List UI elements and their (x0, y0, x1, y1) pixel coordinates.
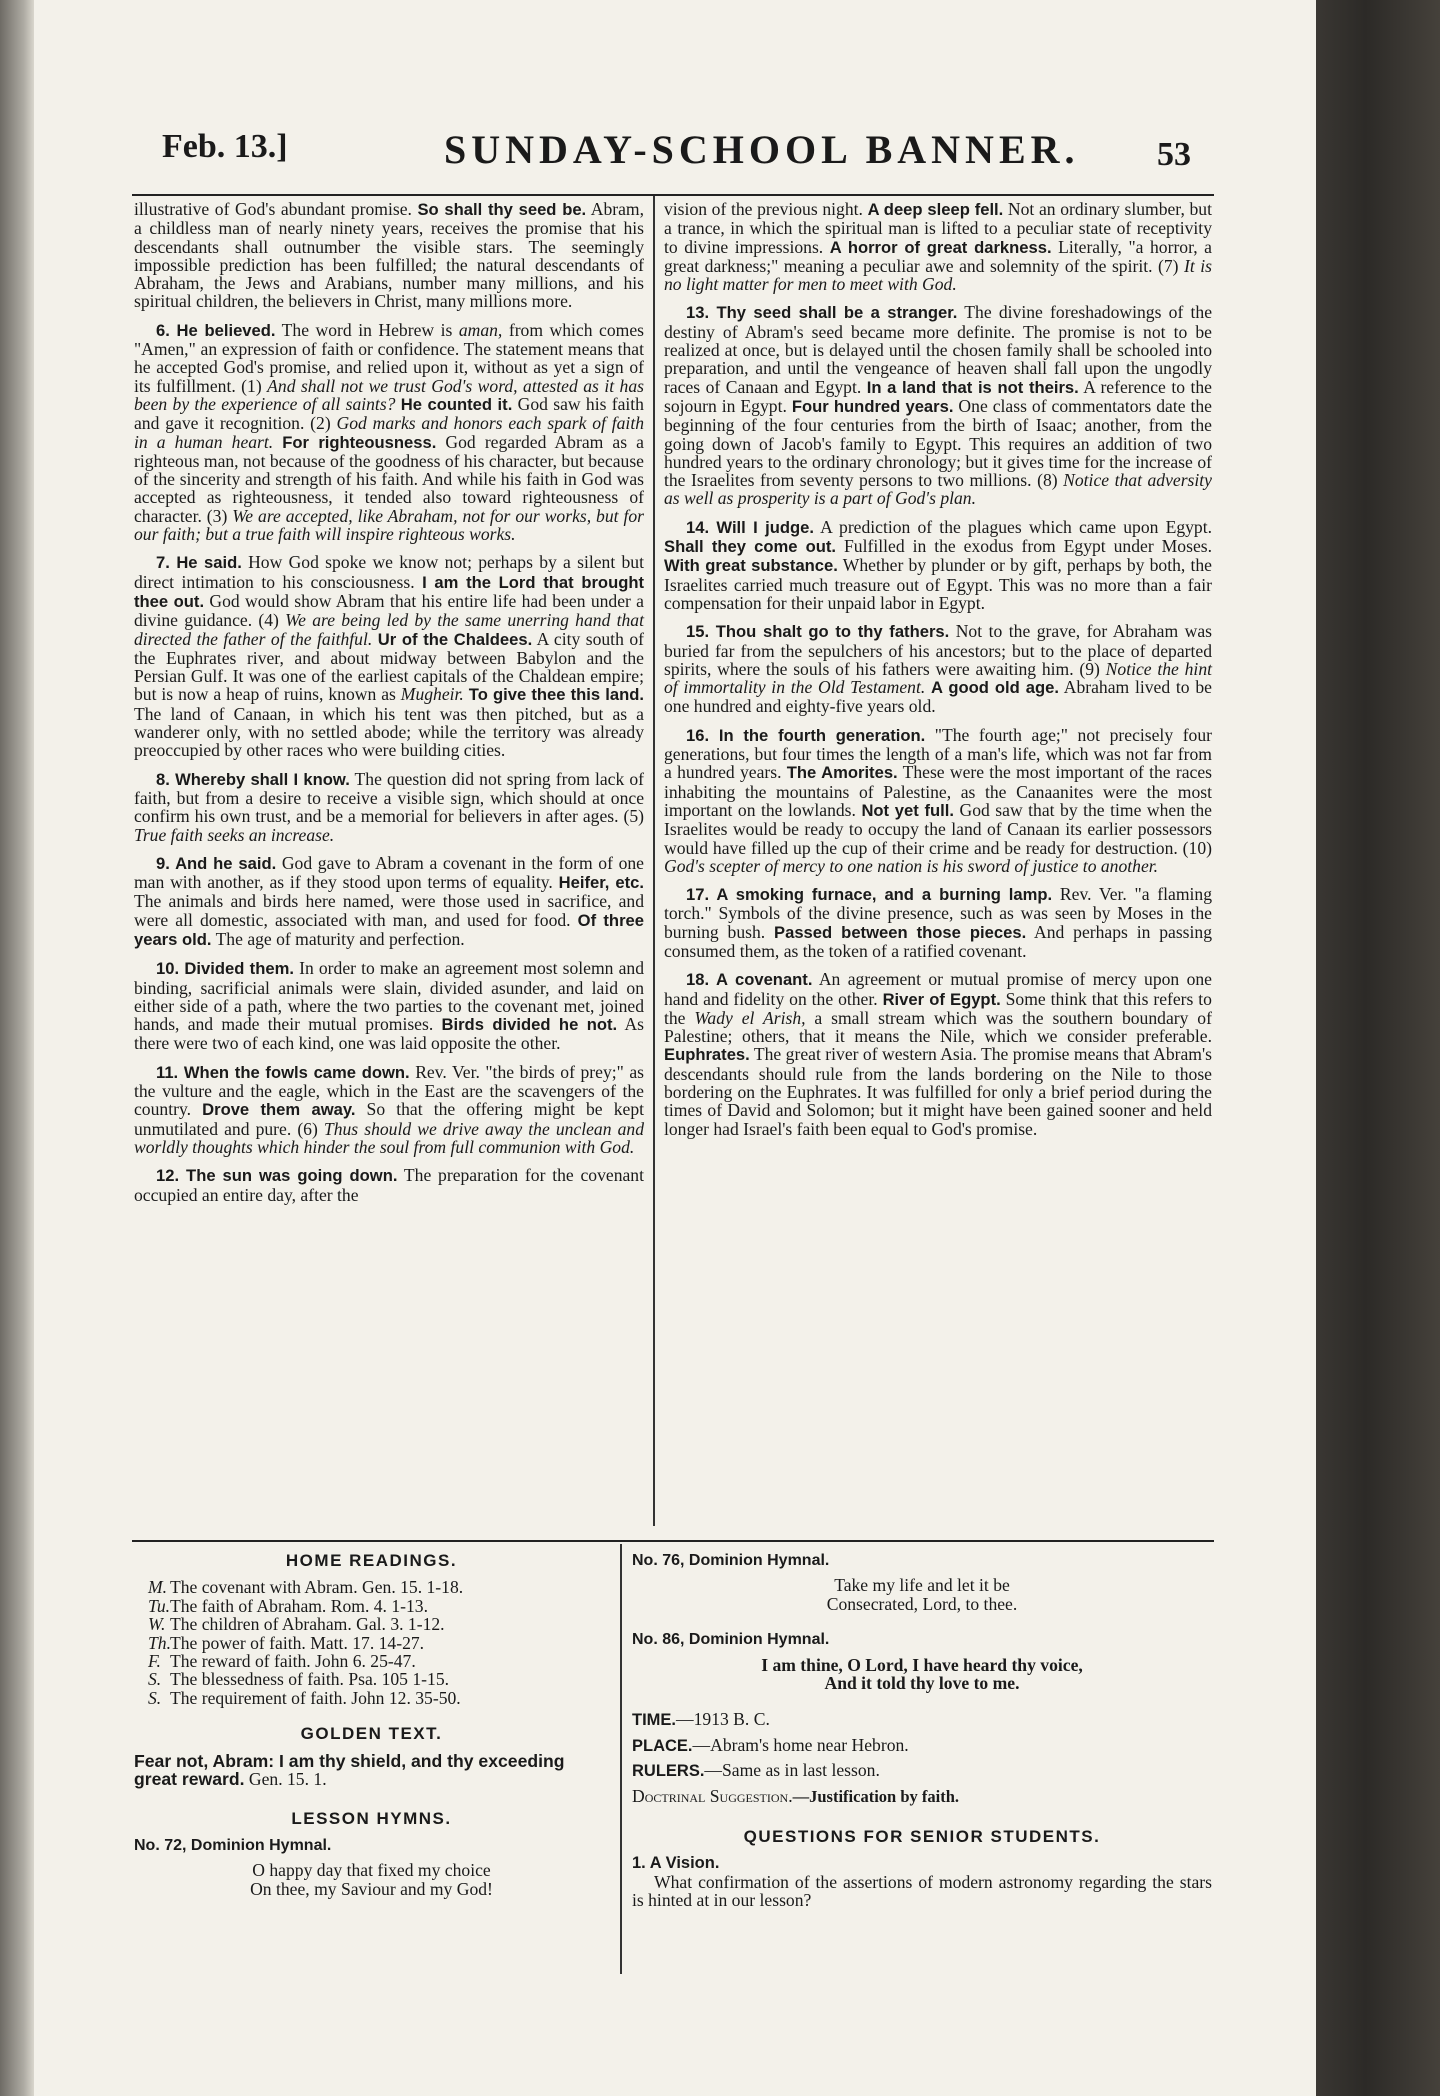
commentary-text: vision of the previous night. (664, 199, 868, 219)
time-label: TIME. (632, 1711, 676, 1730)
home-readings-title: HOME READINGS. (285, 1551, 458, 1570)
verse-keyword: Drove them away. (202, 1100, 356, 1120)
hymn-86-number: No. 86, Dominion Hymnal. (632, 1631, 830, 1649)
verse-keyword: 17. A smoking furnace, and a burning lamp. (686, 885, 1053, 905)
application-note: We are being led by the same unerring hand that directed the father of the faithful. (134, 610, 644, 649)
application-note: Notice that adversity as well as prosperity is a part of God's plan. (664, 470, 1212, 509)
commentary-paragraph (664, 726, 1212, 875)
verse-keyword: With great substance. (664, 556, 838, 576)
commentary-paragraph (664, 970, 1212, 1138)
commentary-paragraph (664, 518, 1212, 612)
reading-text: The covenant with Abram. Gen. 15. 1-18. (170, 1577, 464, 1598)
application-note: Notice the hint of immortality in the Old Testament. (664, 658, 1213, 698)
verse-keyword: Birds divided he not. (441, 1015, 618, 1035)
header-title: SUNDAY-SCHOOL BANNER. (444, 127, 1080, 172)
application-note: God's scepter of mercy to one nation is his sword of justice to another. (664, 855, 1159, 876)
verse-keyword: 11. When the fowls came down. (156, 1062, 410, 1082)
commentary-text: One class of commentators date the beginning of the four centuries from the birth of Isaac; another, from the going down of Jacob's family to Egypt. This requires an addition of two hundred years to the ordinary chronology; but it gives time for the increase of the Israelites from seventy persons to two millions. (8) (664, 395, 1212, 491)
commentary-paragraph (134, 200, 644, 311)
hymn-76-number: No. 76, Dominion Hymnal. (632, 1552, 830, 1569)
hymn-line: Consecrated, Lord, to thee. (826, 1593, 1018, 1614)
golden-text (134, 1752, 609, 1789)
lower-right-section (632, 1552, 1212, 1910)
commentary-paragraph (134, 959, 644, 1052)
commentary-text: The divine foreshadowings of the destiny of Abram's seed became more definite. The promise is not to be realized at once, but is delayed until the chosen family shall be schooled into preparation, and until the vengeance of heaven shall fall upon the ungodly races of Canaan and Egypt. (664, 302, 1212, 397)
verse-keyword: Passed between those pieces. (774, 922, 1027, 942)
commentary-text: The question did not spring from lack of faith, but from a desire to receive a visible sign, which should at once confirm his own trust, and be a memorial for believers in after ages. (5) (134, 768, 645, 827)
commentary-text: The land of Canaan, in which his tent was then pitched, but as a wanderer only, with no settled abode; while the territory was already preoccupied by other races who were building cities. (134, 703, 644, 761)
commentary-text: Literally, "a horror, a great darkness;" meaning a peculiar awe and solemnity of the spirit. (7) (664, 236, 1212, 276)
hymn-line: I am thine, O Lord, I have heard thy voice, (761, 1654, 1083, 1675)
verse-keyword: 16. In the fourth generation. (686, 725, 926, 745)
application-note: And shall not we trust God's word, attested as it has been by the experience of all saints? (134, 375, 644, 414)
lesson-time (632, 1710, 1212, 1729)
home-reading-item (148, 1578, 609, 1596)
running-header (162, 118, 1202, 184)
application-note: It is no light matter for men to meet with God. (664, 255, 1212, 295)
verse-keyword: Four hundred years. (791, 396, 954, 416)
questions-title: QUESTIONS FOR SENIOR STUDENTS. (743, 1827, 1101, 1847)
verse-keyword: Heifer, etc. (558, 873, 644, 893)
reading-text: The power of faith. Matt. 17. 14-27. (170, 1632, 425, 1653)
application-note: Wady el Arish, (694, 1007, 806, 1028)
verse-keyword: So shall thy seed be. (417, 200, 587, 219)
verse-keyword: 9. And he said. (156, 853, 277, 873)
verse-keyword: In a land that is not theirs. (866, 377, 1079, 397)
commentary-text: A city south of the Euphrates river, and about midway between Babylon and the Persian Gulf. It was one of the earliest capitals of the Chaldean empire; but is now a heap of ruins, known as (134, 628, 644, 705)
commentary-text: God gave to Abram a covenant in the form of one man with another, as if they stood upon terms of equality. (134, 852, 644, 893)
commentary-text: illustrative of God's abundant promise. (134, 199, 418, 219)
verse-keyword: A good old age. (931, 678, 1059, 698)
hymn-72-lines (134, 1861, 609, 1898)
application-note: aman, (458, 319, 503, 340)
commentary-text: a small stream which was the southern boundary of Palestine; others, that it means the Nile, which we consider preferable. (664, 1007, 1212, 1047)
commentary-text: In order to make an agreement most solemn and binding, sacrificial animals were slain, divided asunder, and laid on either side of a path, where the two parties to the covenant met, joined hands, and made their mutual promises. (134, 958, 644, 1035)
commentary-text: Not to the grave, for Abraham was buried far from the sepulchers of his ancestors; but to the place of departed spirits, where the souls of his fathers were awaiting him. (9) (664, 621, 1212, 679)
home-readings-list (148, 1578, 609, 1707)
commentary-text: So that the offering might be kept unmutilated and pure. (6) (134, 1099, 645, 1139)
reading-text: The reward of faith. John 6. 25-47. (170, 1651, 416, 1672)
verse-keyword: 13. Thy seed shall be a stranger. (686, 303, 958, 323)
golden-text-ref: Gen. 15. 1. (244, 1769, 327, 1790)
home-reading-item (148, 1634, 609, 1652)
commentary-text: How God spoke we know not; perhaps by a silent but direct intimation to his consciousness. (134, 552, 644, 592)
commentary-text: God would show Abram that his entire life had been under a divine guidance. (4) (134, 590, 644, 631)
commentary-paragraph (134, 1063, 644, 1156)
home-reading-item (148, 1670, 609, 1688)
hymn-86-lines (632, 1656, 1212, 1693)
commentary-text: Rev. Ver. "a flaming torch." Symbols of the divine presence, such as was seen by Moses in the burning bush. (664, 884, 1212, 942)
verse-keyword: 7. He said. (156, 553, 242, 573)
verse-keyword: A deep sleep fell. (867, 200, 1004, 219)
home-reading-item (148, 1597, 609, 1615)
commentary-text: These were the most important of the races inhabiting the mountains of Palestine, as the Canaanites were the most important on the lowlands. (664, 762, 1212, 820)
question-1: What confirmation of the assertions of modern astronomy regarding the stars is hinted at in our lesson? (632, 1871, 1212, 1911)
commentary-text: The great river of western Asia. The promise means that Abram's descendants should rule from the lands bordering on the Nile to those bordering on the Euphrates. It was fulfilled for only a brief period during the times of David and Solomon; but it might have been gained sooner and held longer had Israel's faith been equal to God's promise. (664, 1044, 1212, 1139)
reading-day: S. (148, 1669, 162, 1690)
verse-keyword: To give thee this land. (468, 685, 644, 705)
application-note: Mugheir. (400, 684, 464, 705)
commentary-text: God saw that by the time when the Israelites would be ready to occupy the land of Canaan its earlier possessors would have filled up the cup of their crime and be ready for destruction. (10) (664, 799, 1212, 858)
verse-keyword: For righteousness. (282, 432, 437, 452)
commentary-text: Whether by plunder or by gift, perhaps by both, the Israelites carried much treasure out of Egypt. This was no more than a fair compensation for their unpaid labor in Egypt. (664, 555, 1212, 613)
reading-text: The faith of Abraham. Rom. 4. 1-13. (170, 1595, 428, 1616)
hymn-line: O happy day that fixed my choice (252, 1860, 491, 1881)
home-reading-item (148, 1689, 609, 1707)
lesson-place (632, 1736, 1212, 1755)
doctrinal-value: —Justification by faith. (792, 1786, 960, 1806)
page (34, 0, 1316, 2096)
commentary-text: Some think that this refers to the (664, 988, 1212, 1028)
section-rule (132, 1540, 1214, 1542)
commentary-paragraph (134, 770, 644, 844)
commentary-text: Not an ordinary slumber, but a trance, in which the spiritual man is lifted to a peculiar state of receptivity to divine impressions. (664, 199, 1212, 257)
reading-text: The children of Abraham. Gal. 3. 1-12. (170, 1614, 445, 1635)
reading-day: Th. (148, 1632, 171, 1653)
doctrinal-label: Doctrinal Suggestion. (632, 1785, 793, 1806)
commentary-text: The age of maturity and perfection. (211, 928, 465, 949)
commentary-text: Fulfilled in the exodus from Egypt under Moses. (836, 536, 1212, 557)
doctrinal-suggestion (632, 1787, 1212, 1806)
verse-keyword: He counted it. (400, 394, 513, 414)
commentary-text: Rev. Ver. "the birds of prey;" as the vulture and the eagle, which in the East are the scavengers of the country. (134, 1061, 644, 1120)
golden-text-title: GOLDEN TEXT. (300, 1724, 443, 1744)
reading-day: Tu. (148, 1595, 171, 1616)
time-value: —1913 B. C. (676, 1709, 770, 1730)
reading-day: W. (148, 1614, 166, 1635)
commentary-text: And perhaps in passing consumed them, as the token of a ratified covenant. (664, 921, 1212, 961)
application-note: Thus should we drive away the unclean and worldly thoughts which hinder the soul from full communion with God. (134, 1118, 644, 1157)
lesson-hymns-title: LESSON HYMNS. (291, 1809, 452, 1829)
commentary-paragraph (134, 553, 644, 759)
reading-day: M. (148, 1577, 168, 1598)
header-date: Feb. 13.] (162, 128, 288, 165)
commentary-text: A prediction of the plagues which came upon Egypt. (813, 516, 1212, 537)
golden-text-body: Fear not, Abram: I am thy shield, and thy exceeding great reward. (134, 1750, 565, 1790)
hymn-line: Take my life and let it be (834, 1575, 1010, 1596)
commentary-text: The word in Hebrew is (275, 319, 459, 340)
commentary-text: The animals and birds here named, were those used in sacrifice, and were all domestic, associated with man, and used for food. (134, 891, 644, 930)
home-reading-item (148, 1652, 609, 1670)
verse-keyword: I am the Lord that brought thee out. (134, 572, 644, 611)
commentary-paragraph (134, 854, 644, 949)
verse-keyword: Shall they come out. (664, 537, 837, 557)
question-heading: 1. A Vision. (632, 1854, 720, 1873)
application-note: We are accepted, like Abraham, not for our works, but for our faith; but a true faith will inspire righteous works. (134, 505, 644, 545)
commentary-text: Abraham lived to be one hundred and eighty-five years old. (664, 677, 1212, 717)
verse-keyword: Ur of the Chaldees. (377, 629, 533, 649)
commentary-paragraph (664, 303, 1212, 507)
place-value: —Abram's home near Hebron. (692, 1734, 909, 1755)
lower-left-section (134, 1552, 609, 1916)
commentary-text: A reference to the sojourn in Egypt. (664, 376, 1212, 416)
place-label: PLACE. (632, 1736, 693, 1755)
verse-keyword: 15. Thou shalt go to thy fathers. (686, 622, 950, 642)
application-note: True faith seeks an increase. (134, 824, 335, 845)
commentary-paragraph (664, 622, 1212, 715)
lesson-rulers (632, 1761, 1212, 1780)
verse-keyword: The Amorites. (786, 763, 898, 783)
rulers-label: RULERS. (632, 1762, 705, 1781)
verse-keyword: 18. A covenant. (686, 970, 813, 990)
verse-keyword: River of Egypt. (882, 989, 1001, 1009)
verse-keyword: Not yet full. (861, 800, 954, 820)
commentary-paragraph (134, 321, 644, 544)
commentary-text: An agreement or mutual promise of mercy upon one hand and fidelity on the other. (664, 969, 1212, 1009)
reading-day: F. (148, 1651, 161, 1672)
hymn-72-number: No. 72, Dominion Hymnal. (134, 1836, 332, 1854)
commentary-text: Abram, a childless man of nearly ninety years, receives the promise that his descendants shall outnumber the visible stars. The seemingly impossible prediction has been fulfilled; the natural descendants of Abraham, the Jews and Arabians, number many millions, and his spiritual children, the believers in Christ, many millions more. (134, 199, 644, 312)
reading-day: S. (148, 1687, 162, 1708)
commentary-paragraph (664, 200, 1212, 293)
page-number: 53 (1157, 136, 1191, 173)
commentary-text: "The fourth age;" not precisely four generations, but four times the length of a man's life, which was not far from a hundred years. (664, 724, 1212, 783)
commentary-text: from which comes "Amen," an expression of faith or confidence. The statement means that he accepted God's promise, and relied upon it, without as yet a sign of its fulfillment. (1) (134, 319, 644, 396)
commentary-paragraph (664, 885, 1212, 960)
column-divider (653, 196, 655, 1526)
verse-keyword: Of three years old. (134, 910, 644, 949)
commentary-text (273, 432, 282, 452)
commentary-text: The preparation for the covenant occupied an entire day, after the (134, 1165, 644, 1205)
hymn-line: And it told thy love to me. (824, 1673, 1020, 1694)
commentary-left-column (134, 200, 644, 1214)
reading-text: The requirement of faith. John 12. 35-50. (170, 1687, 461, 1708)
home-reading-item (148, 1615, 609, 1633)
reading-text: The blessedness of faith. Psa. 105 1-15. (170, 1669, 450, 1690)
commentary-paragraph (134, 1166, 644, 1204)
verse-keyword: 12. The sun was going down. (156, 1166, 398, 1186)
header-rule (132, 194, 1214, 196)
application-note: God marks and honors each spark of faith in a human heart. (134, 413, 645, 452)
verse-keyword: 14. Will I judge. (686, 517, 814, 537)
hymn-line: On thee, my Saviour and my God! (250, 1878, 493, 1899)
hymn-76-lines (632, 1576, 1212, 1613)
rulers-value: —Same as in last lesson. (704, 1760, 880, 1781)
verse-keyword: 6. He believed. (156, 320, 276, 340)
verse-keyword: 8. Whereby shall I know. (156, 769, 350, 789)
verse-keyword: 10. Divided them. (156, 959, 294, 979)
commentary-text: God saw his faith and gave it recognition. (2) (134, 393, 644, 434)
commentary-right-column (664, 200, 1212, 1148)
book-edge-right (1316, 0, 1440, 2096)
lower-column-divider (620, 1544, 622, 1974)
verse-keyword: A horror of great darkness. (829, 237, 1052, 257)
commentary-text: God regarded Abram as a righteous man, not because of the goodness of his character, but because of the sincerity and strength of his faith. And while his faith in God was accepted as righteousness, it tended also toward righteousness of character. (3) (134, 431, 644, 526)
verse-keyword: Euphrates. (664, 1045, 750, 1065)
commentary-text: As there were two of each kind, one was laid opposite the other. (134, 1014, 645, 1054)
page-gutter-left (0, 0, 34, 2096)
